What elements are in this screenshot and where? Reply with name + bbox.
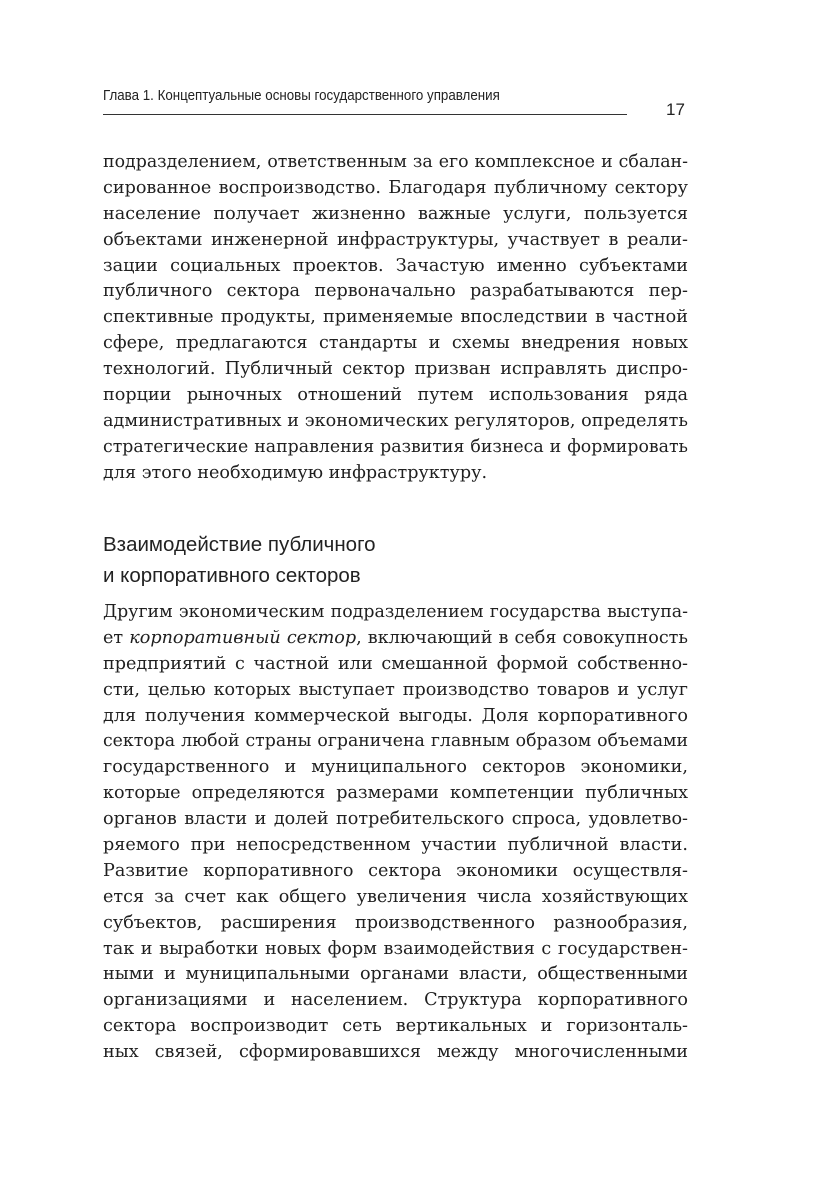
- text-line-with-term: [103, 626, 688, 652]
- text-line: зации социальных проектов. Зачастую именно субъектами: [103, 255, 688, 276]
- body-paragraph-2: [103, 600, 688, 1066]
- text-line: организациями и населением. Структура корпоративного: [103, 990, 688, 1011]
- text-line: Другим экономическим подразделением государства выступа-: [103, 602, 688, 622]
- line-prefix: ет: [103, 627, 130, 648]
- text-line: которые определяются размерами компетенции публичных: [103, 783, 688, 804]
- text-line: для получения коммерческой выгоды. Доля корпоративного: [103, 705, 688, 726]
- text-line: население получает жизненно важные услуги, пользуется: [103, 203, 688, 224]
- text-line: сфере, предлагаются стандарты и схемы внедрения новых: [103, 333, 688, 354]
- text-line: субъектов, расширения производственного разнообразия,: [103, 912, 688, 933]
- section-heading-line-1: Взаимодействие публичного: [103, 533, 376, 556]
- text-line: ных связей, сформировавшихся между многочисленными: [103, 1042, 688, 1063]
- running-header: [103, 84, 627, 115]
- text-line: предприятий с частной или смешанной формой собственно-: [103, 653, 688, 674]
- text-line: ными и муниципальными органами власти, общественными: [103, 964, 688, 985]
- section-heading: [103, 529, 688, 591]
- text-line: сектора любой страны ограничена главным образом объемами: [103, 731, 688, 752]
- chapter-title: Глава 1. Концептуальные основы государственного управления: [103, 88, 500, 104]
- text-line: объектами инженерной инфраструктуры, участвует в реали-: [103, 229, 688, 250]
- text-line: стратегические направления развития бизнеса и формировать: [103, 436, 688, 457]
- text-line: сектора воспроизводит сеть вертикальных и горизонталь-: [103, 1016, 688, 1037]
- text-line: подразделением, ответственным за его комплексное и сбалан-: [103, 152, 688, 172]
- text-line: технологий. Публичный сектор призван исправлять диспро-: [103, 359, 688, 380]
- text-line: публичного сектора первоначально разрабатываются пер-: [103, 281, 688, 302]
- text-line: сти, целью которых выступает производство товаров и услуг: [103, 679, 688, 700]
- text-line: Развитие корпоративного сектора экономики осуществля-: [103, 860, 688, 881]
- body-paragraph-1: [103, 150, 688, 487]
- italic-term: корпоративный сектор: [129, 627, 357, 648]
- page-number: 17: [666, 100, 685, 119]
- text-line: для этого необходимую инфраструктуру.: [103, 462, 488, 483]
- text-line: административных и экономических регуляторов, определять: [103, 410, 688, 431]
- line-rest: , включающий в себя совокупность: [356, 627, 688, 648]
- text-line: органов власти и долей потребительского спроса, удовлетво-: [103, 809, 688, 830]
- text-line: ется за счет как общего увеличения числа хозяйствующих: [103, 886, 688, 907]
- text-line: так и выработки новых форм взаимодействия с государствен-: [103, 938, 688, 959]
- section-heading-line-2: и корпоративного секторов: [103, 564, 361, 587]
- text-line: спективные продукты, применяемые впоследствии в частной: [103, 307, 688, 328]
- text-line: сированное воспроизводство. Благодаря публичному сектору: [103, 177, 688, 198]
- text-line: государственного и муниципального секторов экономики,: [103, 757, 688, 778]
- text-line: ряемого при непосредственном участии публичной власти.: [103, 835, 688, 856]
- text-line: порции рыночных отношений путем использования ряда: [103, 385, 688, 406]
